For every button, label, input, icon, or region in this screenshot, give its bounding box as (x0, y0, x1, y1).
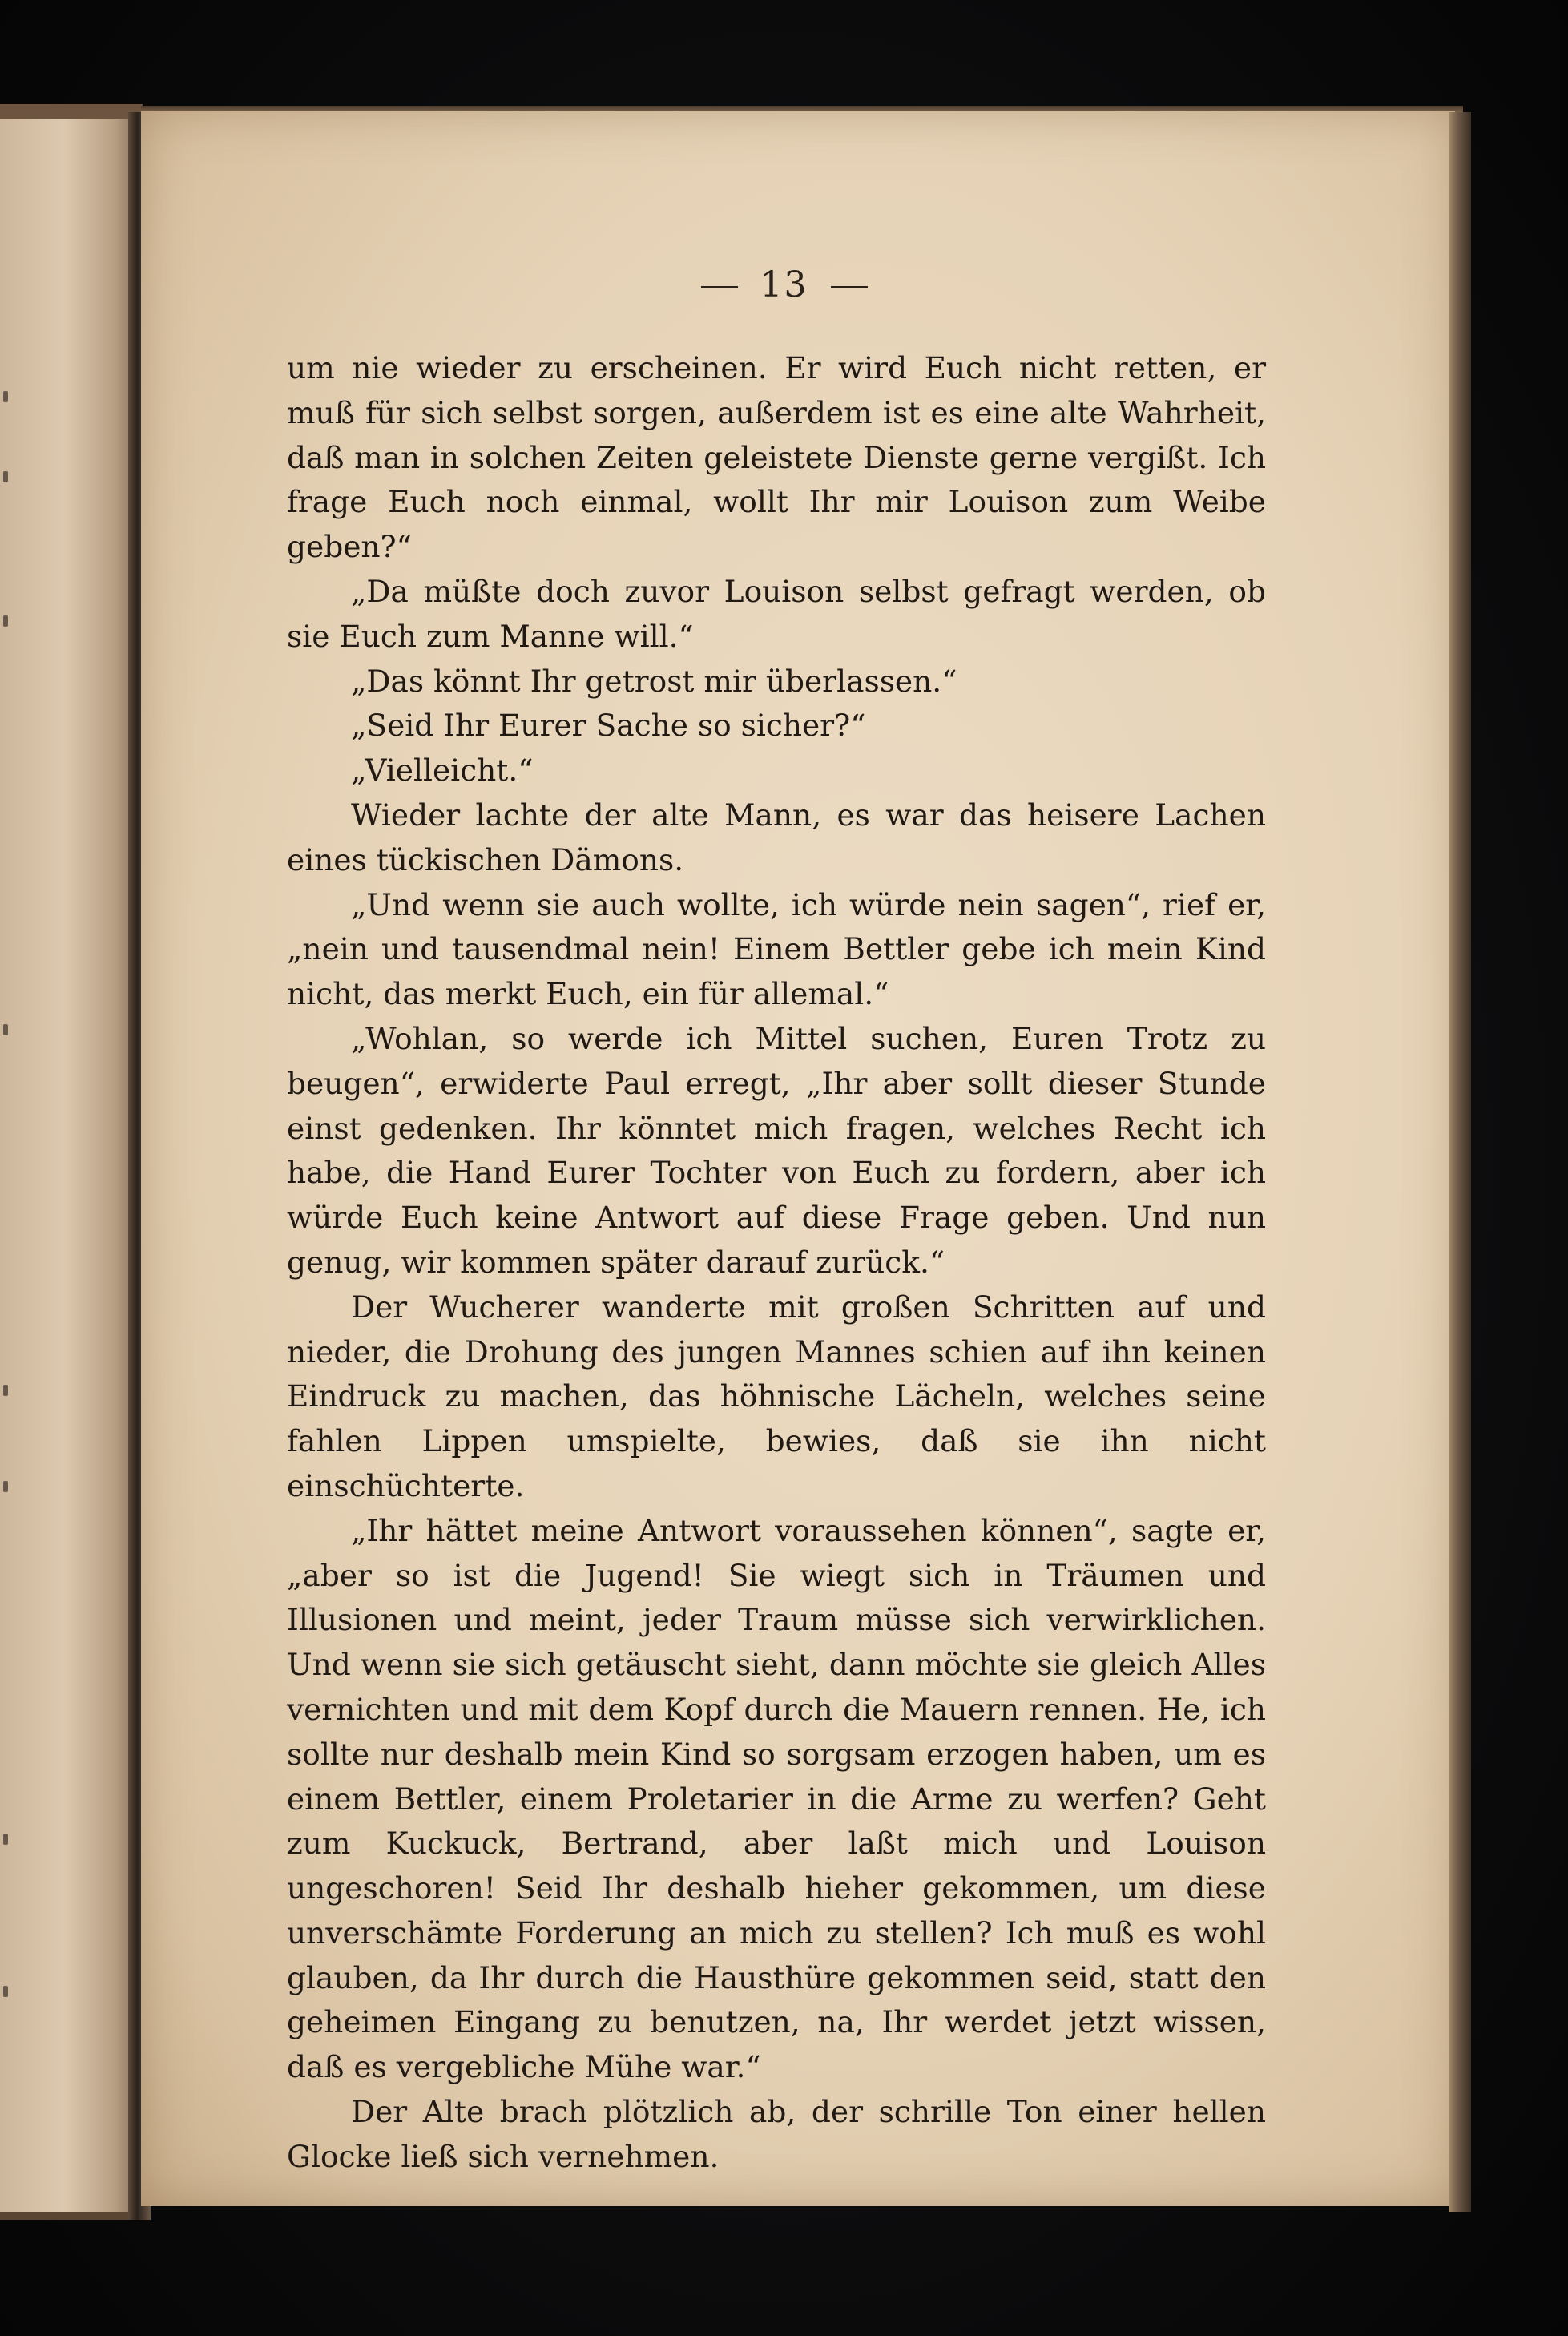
paragraph: „Ihr hättet meine Antwort voraussehen können“, sagte er, „aber so ist die Jugend! Sie wiegt sich in Träumen und Illusionen und meint, jeder Traum müsse sich verwirklichen. Und wenn sie sich getäuscht sieht, dann möchte sie gleich Alles vernichten und mit dem Kopf durch die Mauern rennen. He, ich sollte nur deshalb mein Kind so sorgsam erzogen haben, um es einem Bettler, einem Proletarier in die Arme zu werfen? Geht zum Kuckuck, Bertrand, aber laßt mich und Louison ungeschoren! Seid Ihr deshalb hieher gekommen, um diese unverschämte Forderung an mich zu stellen? Ich muß es wohl glauben, da Ihr durch die Hausthüre gekommen seid, statt den geheimen Eingang zu benutzen, na, Ihr werdet jetzt wissen, daß es vergebliche Mühe war.“ (287, 1512, 1266, 2085)
ink-mark (3, 391, 8, 402)
paragraph: „Da müßte doch zuvor Louison selbst gefragt werden, ob sie Euch zum Manne will.“ (287, 573, 1266, 654)
facing-page-edge (0, 104, 143, 2220)
paragraph: um nie wieder zu erscheinen. Er wird Euch nicht retten, er muß für sich selbst sorgen, außerdem ist es eine alte Wahrheit, daß man in solchen Zeiten geleistete Dienste gerne vergißt. Ich frage Euch noch einmal, wollt Ihr mir Louison zum Weibe geben?“ (287, 350, 1266, 565)
folio-dash-right (831, 286, 868, 288)
page-number-value: 13 (760, 264, 808, 305)
ink-mark (3, 471, 8, 482)
paragraph: „Und wenn sie auch wollte, ich würde nein sagen“, rief er, „nein und tausendmal nein! Einem Bettler gebe ich mein Kind nicht, das merkt Euch, ein für allemal.“ (287, 886, 1266, 1012)
page-fore-edge (1449, 112, 1471, 2212)
paragraph: „Das könnt Ihr getrost mir überlassen.“ (351, 663, 957, 699)
ink-mark (3, 1986, 8, 1997)
folio-dash-left (701, 286, 738, 288)
ink-mark (3, 1385, 8, 1396)
body-text (287, 346, 1266, 2180)
paragraph: „Seid Ihr Eurer Sache so sicher?“ (351, 708, 866, 744)
ink-mark (3, 615, 8, 627)
paragraph: Der Wucherer wanderte mit großen Schritten auf und nieder, die Drohung des jungen Mannes schien auf ihn keinen Eindruck zu machen, das höhnische Lächeln, welches seine fahlen Lippen umspielte, bewies, daß sie ihn nicht einschüchterte. (287, 1289, 1266, 1503)
ink-mark (3, 1481, 8, 1492)
paragraph: „Vielleicht.“ (351, 752, 534, 789)
page-number (0, 264, 1568, 305)
paragraph: Wieder lachte der alte Mann, es war das heisere Lachen eines tückischen Dämons. (287, 797, 1266, 878)
ink-mark (3, 1834, 8, 1845)
paragraph: Der Alte brach plötzlich ab, der schrille Ton einer hellen Glocke ließ sich vernehmen. (287, 2094, 1266, 2174)
paragraph: „Wohlan, so werde ich Mittel suchen, Euren Trotz zu beugen“, erwiderte Paul erregt, „Ihr aber sollt dieser Stunde einst gedenken. Ihr könntet mich fragen, welches Recht ich habe, die Hand Eurer Tochter von Euch zu fordern, aber ich würde Euch keine Antwort auf diese Frage geben. Und nun genug, wir kommen später darauf zurück.“ (287, 1020, 1266, 1280)
ink-mark (3, 1024, 8, 1035)
